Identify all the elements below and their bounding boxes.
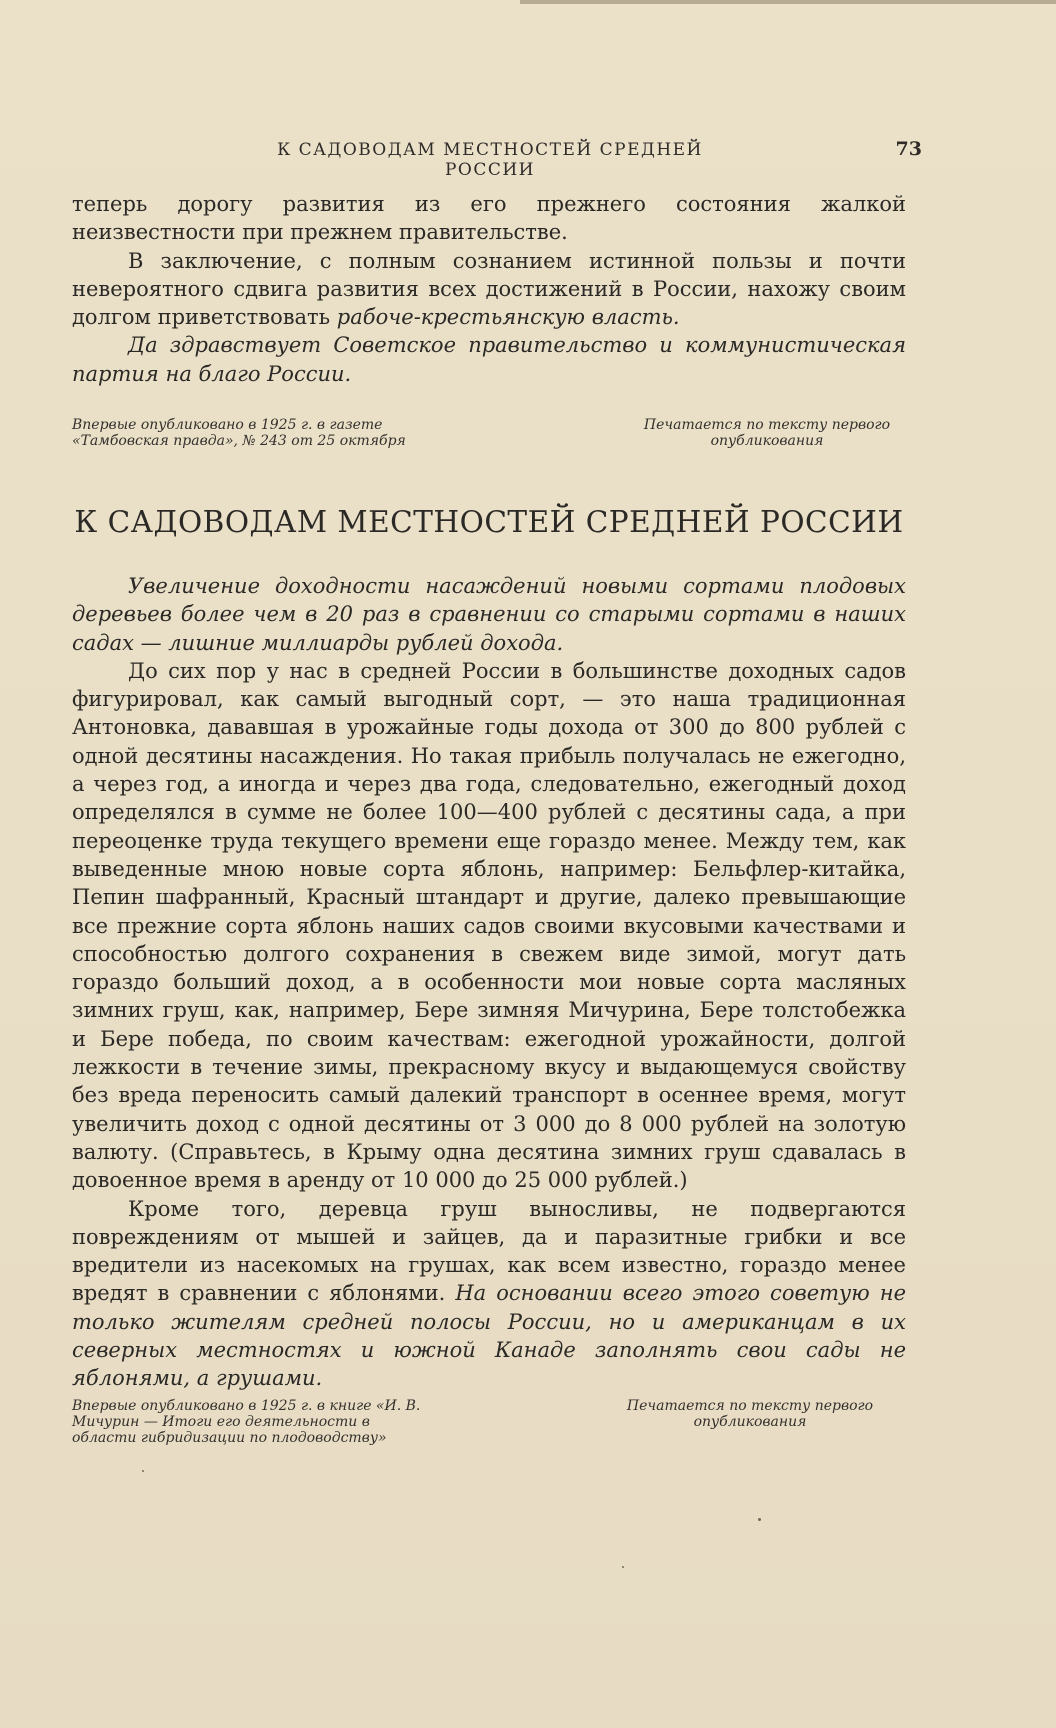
page-number: 73 [895, 138, 922, 160]
previous-article-paragraph: теперь дорогу развития из его прежнего состояния жалкой неизвестности при прежнем правительстве. [72, 192, 906, 245]
article-body [72, 572, 906, 1393]
paragraph-text: Кроме того, деревца груш выносливы, не подвергаются повреждениям от мышей и зайцев, да и паразитные грибки и все вредители из насекомых на грушах, как всем известно, гораздо менее вредят в сравнении с яблонями. [72, 1196, 906, 1306]
article-title: К САДОВОДАМ МЕСТНОСТЕЙ СРЕДНЕЙ РОССИИ [74, 505, 904, 539]
previous-article-ending [72, 190, 906, 388]
running-head: К САДОВОДАМ МЕСТНОСТЕЙ СРЕДНЕЙ РОССИИ [277, 140, 703, 180]
article-paragraph: До сих пор у нас в средней России в большинстве доходных садов фигурировал, как самый выгодный сорт, — это наша традиционная Антоновка, дававшая в урожайные годы дохода от 300 до 800 рублей с одной десятины насаждения. Но такая прибыль получалась не ежегодно, а через год, а иногда и через два года, следовательно, ежегодный доход определялся в сумме не более 100—400 рублей с десятины сада, а при переоценке труда текущего времени еще гораздо менее. Между тем, как выведенные мною новые сорта яблонь, например: Бельфлер-китайка, Пепин шафранный, Красный штандарт и другие, далеко превышающие все прежние сорта яблонь наших садов своими вкусовыми качествами и способностью долгого сохранения в свежем виде зимой, могут дать гораздо больший доход, а в особенности мои новые сорта масляных зимних груш, как, например, Бере зимняя Мичурина, Бере толстобежка и Бере победа, по своим качествам: ежегодной урожайности, долгой лежкости в течение зимы, прекрасному вкусу и выдающемуся свойству без вреда переносить самый далекий транспорт в осеннее время, могут увеличить доход с одной десятины от 3 000 до 8 000 рублей на золотую валюту. (Справьтесь, в Крыму одна десятина зимних груш сдавалась в довоенное время в аренду от 10 000 до 25 000 рублей.) [72, 658, 906, 1193]
article-source-note-left: Впервые опубликовано в 1925 г. в книге «И. В. Мичурин — Итоги его деятельности в области гибридизации по плодоводству» [72, 1398, 421, 1446]
article-source-note-right: Печатается по тексту первого опубликования [626, 1398, 874, 1430]
paper-speck [142, 1470, 144, 1472]
paper-speck [622, 1566, 624, 1568]
paragraph-italic-text: рабоче-крестьянскую власть. [336, 305, 680, 330]
closing-slogan: Да здравствует Советское правительство и коммунистическая партия на благо России. [72, 333, 906, 386]
paragraph-text: В заключение, с полным сознанием истинной пользы и почти невероятного сдвига развития всех достижений в России, нахожу своим долгом приветствовать [72, 248, 906, 330]
previous-article-paragraph [72, 247, 906, 332]
source-note-left: Впервые опубликовано в 1925 г. в газете «Тамбовская правда», № 243 от 25 октября [72, 417, 406, 449]
paper-speck [758, 1518, 761, 1521]
page-edge-shadow [520, 0, 1056, 4]
article-paragraph [72, 1195, 906, 1393]
source-note-right: Печатается по тексту первого опубликования [643, 417, 891, 449]
article-lead: Увеличение доходности насаждений новыми сортами плодовых деревьев более чем в 20 раз в сравнении со старыми сортами в наших садах — лишние миллиарды рублей дохода. [72, 574, 906, 655]
paragraph-italic-text: На основании всего этого советую не только жителям средней полосы России, но и американцам в их северных местностях и южной Канаде заполнять свои сады не яблонями, а грушами. [72, 1281, 906, 1391]
